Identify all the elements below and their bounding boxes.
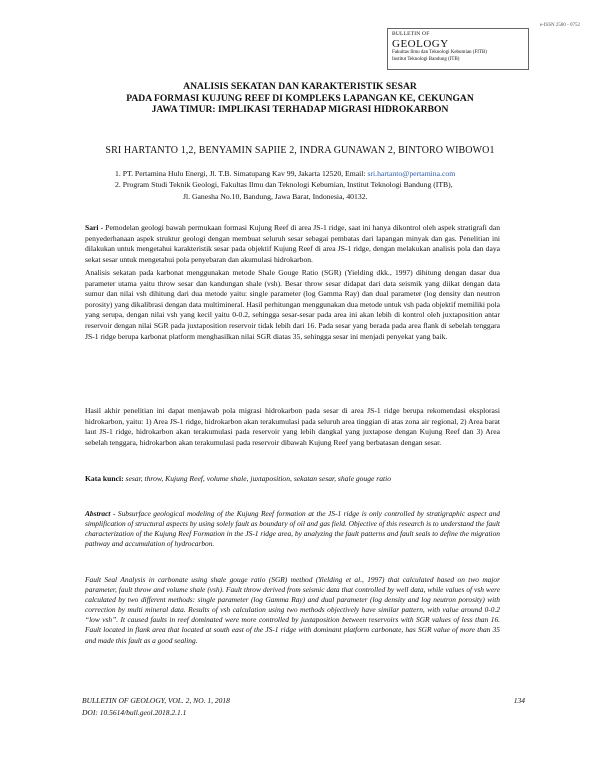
journal-institute: Institut Teknologi Bandung (ITB)	[392, 56, 460, 62]
affiliation-2-line-1: 2. Program Studi Teknik Geologi, Fakultas Ilmu dan Teknologi Kebumian, Institut Teknologi Bandung (ITB),	[115, 180, 453, 190]
journal-small-title: BULLETIN OF	[392, 31, 430, 37]
sari-paragraph-3: Hasil akhir penelitian ini dapat menjawab pola migrasi hidrokarbon pada sesar di area JS-1 ridge berupa rekomendasi eksplorasi hidrokarbon, yaitu: 1) Area JS-1 ridge, hidrokarbon akan terakumulasi pada seluruh area tinggian di atas zona air regional, 2) Area barat laut JS-1 ridge, hidrokarbon akan terakumulasi pada reservoir yang lebih dangkal yang juxtapose dengan Kujung Reef dan 3) Area sebelah tenggara, hidrokarbon akan terakumulasi pada reservoir dibawah Kujung Reef yang berbatasan dengan sesar.	[85, 406, 500, 447]
sari-paragraph-2: Analisis sekatan pada karbonat menggunakan metode Shale Gouge Ratio (SGR) (Yielding dkk., 1997) dihitung dengan dasar dua parameter utama yaitu throw sesar dan kandungan shale (vsh). Besar throw sesar didapat dari data seismik yang diikat dengan data sumur dan nilai vsh dihitung dari dua metode yaitu: single parameter (log Gamma Ray) dan dual parameter (log density dan neutron porosity) yang dikalibrasi dengan data multimineral. Hasil perhitungan menggunakan dua metode untuk vsh pada objektif memiliki pola yang serupa, dengan nilai vsh yang kecil yaitu 0-0.2, sehingga sesar-sesar pada area ini akan lebih di kontrol oleh juxtaposition antar reservoir dengan nilai SGR pada juxtaposition reservoir tidak lebih dari 16. Pada sesar yang berada pada area flank di sebelah tenggara JS-1 ridge berupa karbonat platform menghasilkan nilai SGR diatas 35, sehingga sesar ini menjadi penyekat yang baik.	[85, 268, 500, 341]
affiliation-1-text: 1. PT. Pertamina Hulu Energi, Jl. T.B. Simatupang Kav 99, Jakarta 12520, Email:	[115, 169, 368, 178]
sari-paragraph-1	[85, 223, 500, 265]
affiliation-1	[115, 168, 535, 179]
abstract-paragraph-2: Fault Seal Analysis in carbonate using shale gouge ratio (SGR) method (Yielding et al., 1997) that calculated based on two major parameter, fault throw and volume shale (vsh). Fault throw derived from seismic data that controlled by well data, while values of vsh were calculated by two different methods: single parameter (log Gamma Ray) and dual parameter (log density and log neutron porosity) with correction by multi mineral data. Results of vsh calculation using two methods objectively have similar pattern, with value around 0-0.2 “low vsh”. It caused faults in reef dominated were more controlled by juxtaposition between reservoirs with SGR values of less than 16. Fault located in flank area that located at south east of the JS-1 ridge with dominant platform carbonate, has SGR value of more than 35 and made this fault as a good sealing.	[85, 575, 500, 645]
keywords	[85, 474, 500, 483]
footer-doi: DOI: 10.5614/bull.geol.2018.2.1.1	[82, 708, 187, 717]
author-list: SRI HARTANTO 1,2, BENYAMIN SAPIIE 2, INDRA GUNAWAN 2, BINTORO WIBOWO1	[105, 145, 495, 156]
keywords-label: Kata kunci:	[85, 474, 124, 483]
title-line-3: JAWA TIMUR: IMPLIKASI TERHADAP MIGRASI HIDROKARBON	[151, 104, 449, 115]
keywords-text: sesar, throw, Kujung Reef, volume shale, juxtaposition, sekatan sesar, shale gouge ratio	[123, 474, 392, 483]
journal-big-title: GEOLOGY	[392, 38, 449, 50]
affiliations	[115, 168, 535, 202]
title-line-1: ANALISIS SEKATAN DAN KARAKTERISTIK SESAR	[183, 81, 417, 92]
journal-logo-box	[387, 28, 529, 70]
paper-title	[80, 81, 520, 116]
title-line-2: PADA FORMASI KUJUNG REEF DI KOMPLEKS LAPANGAN KE, CEKUNGAN	[126, 92, 474, 104]
page-number: 134	[513, 696, 525, 705]
abstract-p1-text: Subsurface geological modeling of the Kujung Reef formation at the JS-1 ridge is only controlled by stratigraphic aspect and simplification of structural aspects by using solely fault as boundary of oil and gas field. Objective of this research is to understand the fault characterization of the Kujung Reef Formation in the JS-1 ridge area, by analyzing the fault patterns and fault seals to define the migration pathway and accumulation of hydrocarbon.	[85, 509, 500, 549]
journal-faculty: Fakultas Ilmu dan Teknologi Kebumian (FITB)	[392, 50, 487, 55]
author-email-link[interactable]: sri.hartanto@pertamina.com	[367, 169, 456, 178]
sari-p1-text: Pemodelan geologi bawah permukaan formasi Kujung Reef di area JS-1 ridge, saat ini hanya dikontrol oleh aspek stratigrafi dan penyederhanaan aspek struktur geologi dengan membuat seluruh sesar sebagai pembatas dari lapangan minyak dan gas. Penelitian ini dilakukan untuk mengetahui karakteristik sesar pada objektif Kujung Reef di area JS-1 ridge, dengan melakukan analisis pola dan daya sekat sesar untuk mengetahui pola penyebaran dan akumulasi hidrokarbon.	[85, 223, 500, 264]
sari-label: Sari -	[85, 223, 104, 232]
issn-label: e-ISSN 2580 - 0752	[539, 23, 580, 28]
abstract-paragraph-1	[85, 509, 500, 549]
affiliation-2-line-2: Jl. Ganesha No.10, Bandung, Jawa Barat, Indonesia, 40132.	[183, 191, 368, 201]
abstract-label: Abstract -	[85, 509, 116, 518]
footer-citation: BULLETIN OF GEOLOGY, VOL. 2, NO. 1, 2018	[82, 696, 230, 705]
